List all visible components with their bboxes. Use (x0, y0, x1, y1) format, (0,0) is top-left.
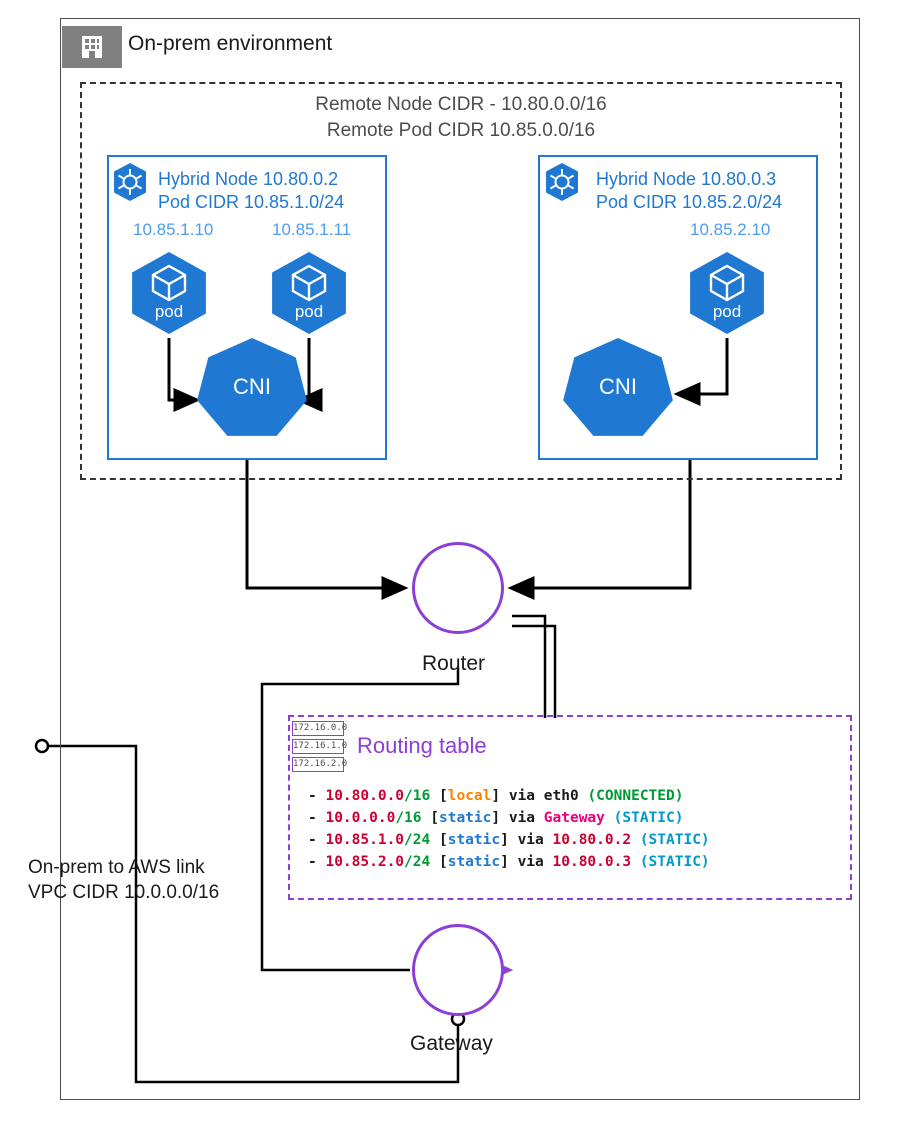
onprem-to-aws-link-label (28, 855, 219, 905)
table-row (308, 785, 838, 807)
row-dash: - (308, 854, 317, 870)
row-bracket-close: ] (500, 832, 509, 848)
row-prefix: 10.0.0.0 (325, 810, 396, 826)
table-row (308, 807, 838, 829)
routing-table-chip: 172.16.0.0 (292, 721, 344, 736)
row-via: via (508, 810, 536, 826)
building-icon (62, 26, 122, 68)
cube-icon (149, 264, 189, 302)
row-via: via (517, 854, 544, 870)
row-target: 10.80.0.2 (552, 832, 632, 848)
row-bracket-open: [ (430, 810, 439, 826)
cni-node1 (196, 338, 308, 440)
row-state: (STATIC) (639, 854, 710, 870)
row-prefix: 10.80.0.0 (325, 788, 405, 804)
pod-label: pod (712, 302, 742, 321)
pod-node1-a (128, 252, 210, 334)
remote-pod-cidr-text: Remote Pod CIDR 10.85.0.0/16 (326, 120, 596, 141)
row-target: 10.80.0.3 (552, 854, 632, 870)
row-type: static (447, 832, 501, 848)
kubernetes-icon (108, 160, 152, 204)
hybrid-node-1-title-line1: Hybrid Node 10.80.0.2 (158, 169, 339, 189)
routing-table-chip: 172.16.1.0 (292, 739, 344, 754)
row-type: static (447, 854, 501, 870)
pod-node2-a (686, 252, 768, 334)
row-bracket-open: [ (438, 832, 448, 848)
row-type: static (438, 810, 492, 826)
link-label-line1: On-prem to AWS link (28, 857, 205, 878)
cube-icon (707, 264, 747, 302)
row-via: via (517, 832, 544, 848)
cube-icon (289, 264, 329, 302)
row-bracket-open: [ (438, 788, 448, 804)
routing-table-title: Routing table (357, 733, 487, 758)
cni-node2 (562, 338, 674, 440)
hybrid-node-2-title-line2: Pod CIDR 10.85.2.0/24 (596, 192, 783, 212)
table-row (308, 851, 838, 873)
row-bracket-close: ] (491, 788, 501, 804)
onprem-title: On-prem environment (128, 32, 333, 55)
link-label-line2: VPC CIDR 10.0.0.0/16 (28, 882, 220, 903)
pod-node1-b (268, 252, 350, 334)
row-mask: /16 (395, 810, 422, 826)
pod-ip-10-85-1-11: 10.85.1.11 (272, 220, 352, 239)
row-via: via (508, 788, 536, 804)
row-bracket-close: ] (500, 854, 509, 870)
cni-label: CNI (599, 374, 637, 399)
row-target: eth0 (543, 788, 579, 804)
pod-ip-10-85-1-10: 10.85.1.10 (133, 220, 214, 239)
row-dash: - (308, 788, 317, 804)
routing-table-rows (308, 785, 838, 873)
pod-label: pod (154, 302, 184, 321)
router-label: Router (422, 652, 486, 675)
hybrid-node-2-title-line1: Hybrid Node 10.80.0.3 (596, 169, 777, 189)
hybrid-node-1-title (158, 168, 344, 214)
pod-ip-10-85-2-10: 10.85.2.10 (690, 220, 771, 239)
row-prefix: 10.85.2.0 (325, 854, 405, 870)
table-row (308, 829, 838, 851)
row-mask: /16 (404, 788, 431, 804)
kubernetes-icon (540, 160, 584, 204)
routing-table-chip: 172.16.2.0 (292, 757, 344, 772)
row-mask: /24 (404, 854, 431, 870)
row-state: (CONNECTED) (587, 788, 684, 804)
row-bracket-open: [ (438, 854, 448, 870)
cni-label: CNI (233, 374, 271, 399)
row-state: (STATIC) (613, 810, 684, 826)
pod-label: pod (294, 302, 324, 321)
gateway-icon (412, 924, 504, 1016)
row-bracket-close: ] (491, 810, 501, 826)
hybrid-node-2-title (596, 168, 782, 214)
row-target: Gateway (543, 810, 605, 826)
row-state: (STATIC) (639, 832, 710, 848)
row-dash: - (308, 832, 317, 848)
row-dash: - (308, 810, 317, 826)
row-type: local (447, 788, 492, 804)
remote-cidr-label (80, 92, 842, 144)
row-prefix: 10.85.1.0 (325, 832, 405, 848)
router-icon (412, 542, 504, 634)
row-mask: /24 (404, 832, 431, 848)
hybrid-node-1-title-line2: Pod CIDR 10.85.1.0/24 (158, 192, 345, 212)
remote-node-cidr-text: Remote Node CIDR - 10.80.0.0/16 (315, 94, 607, 115)
gateway-label: Gateway (410, 1032, 493, 1055)
